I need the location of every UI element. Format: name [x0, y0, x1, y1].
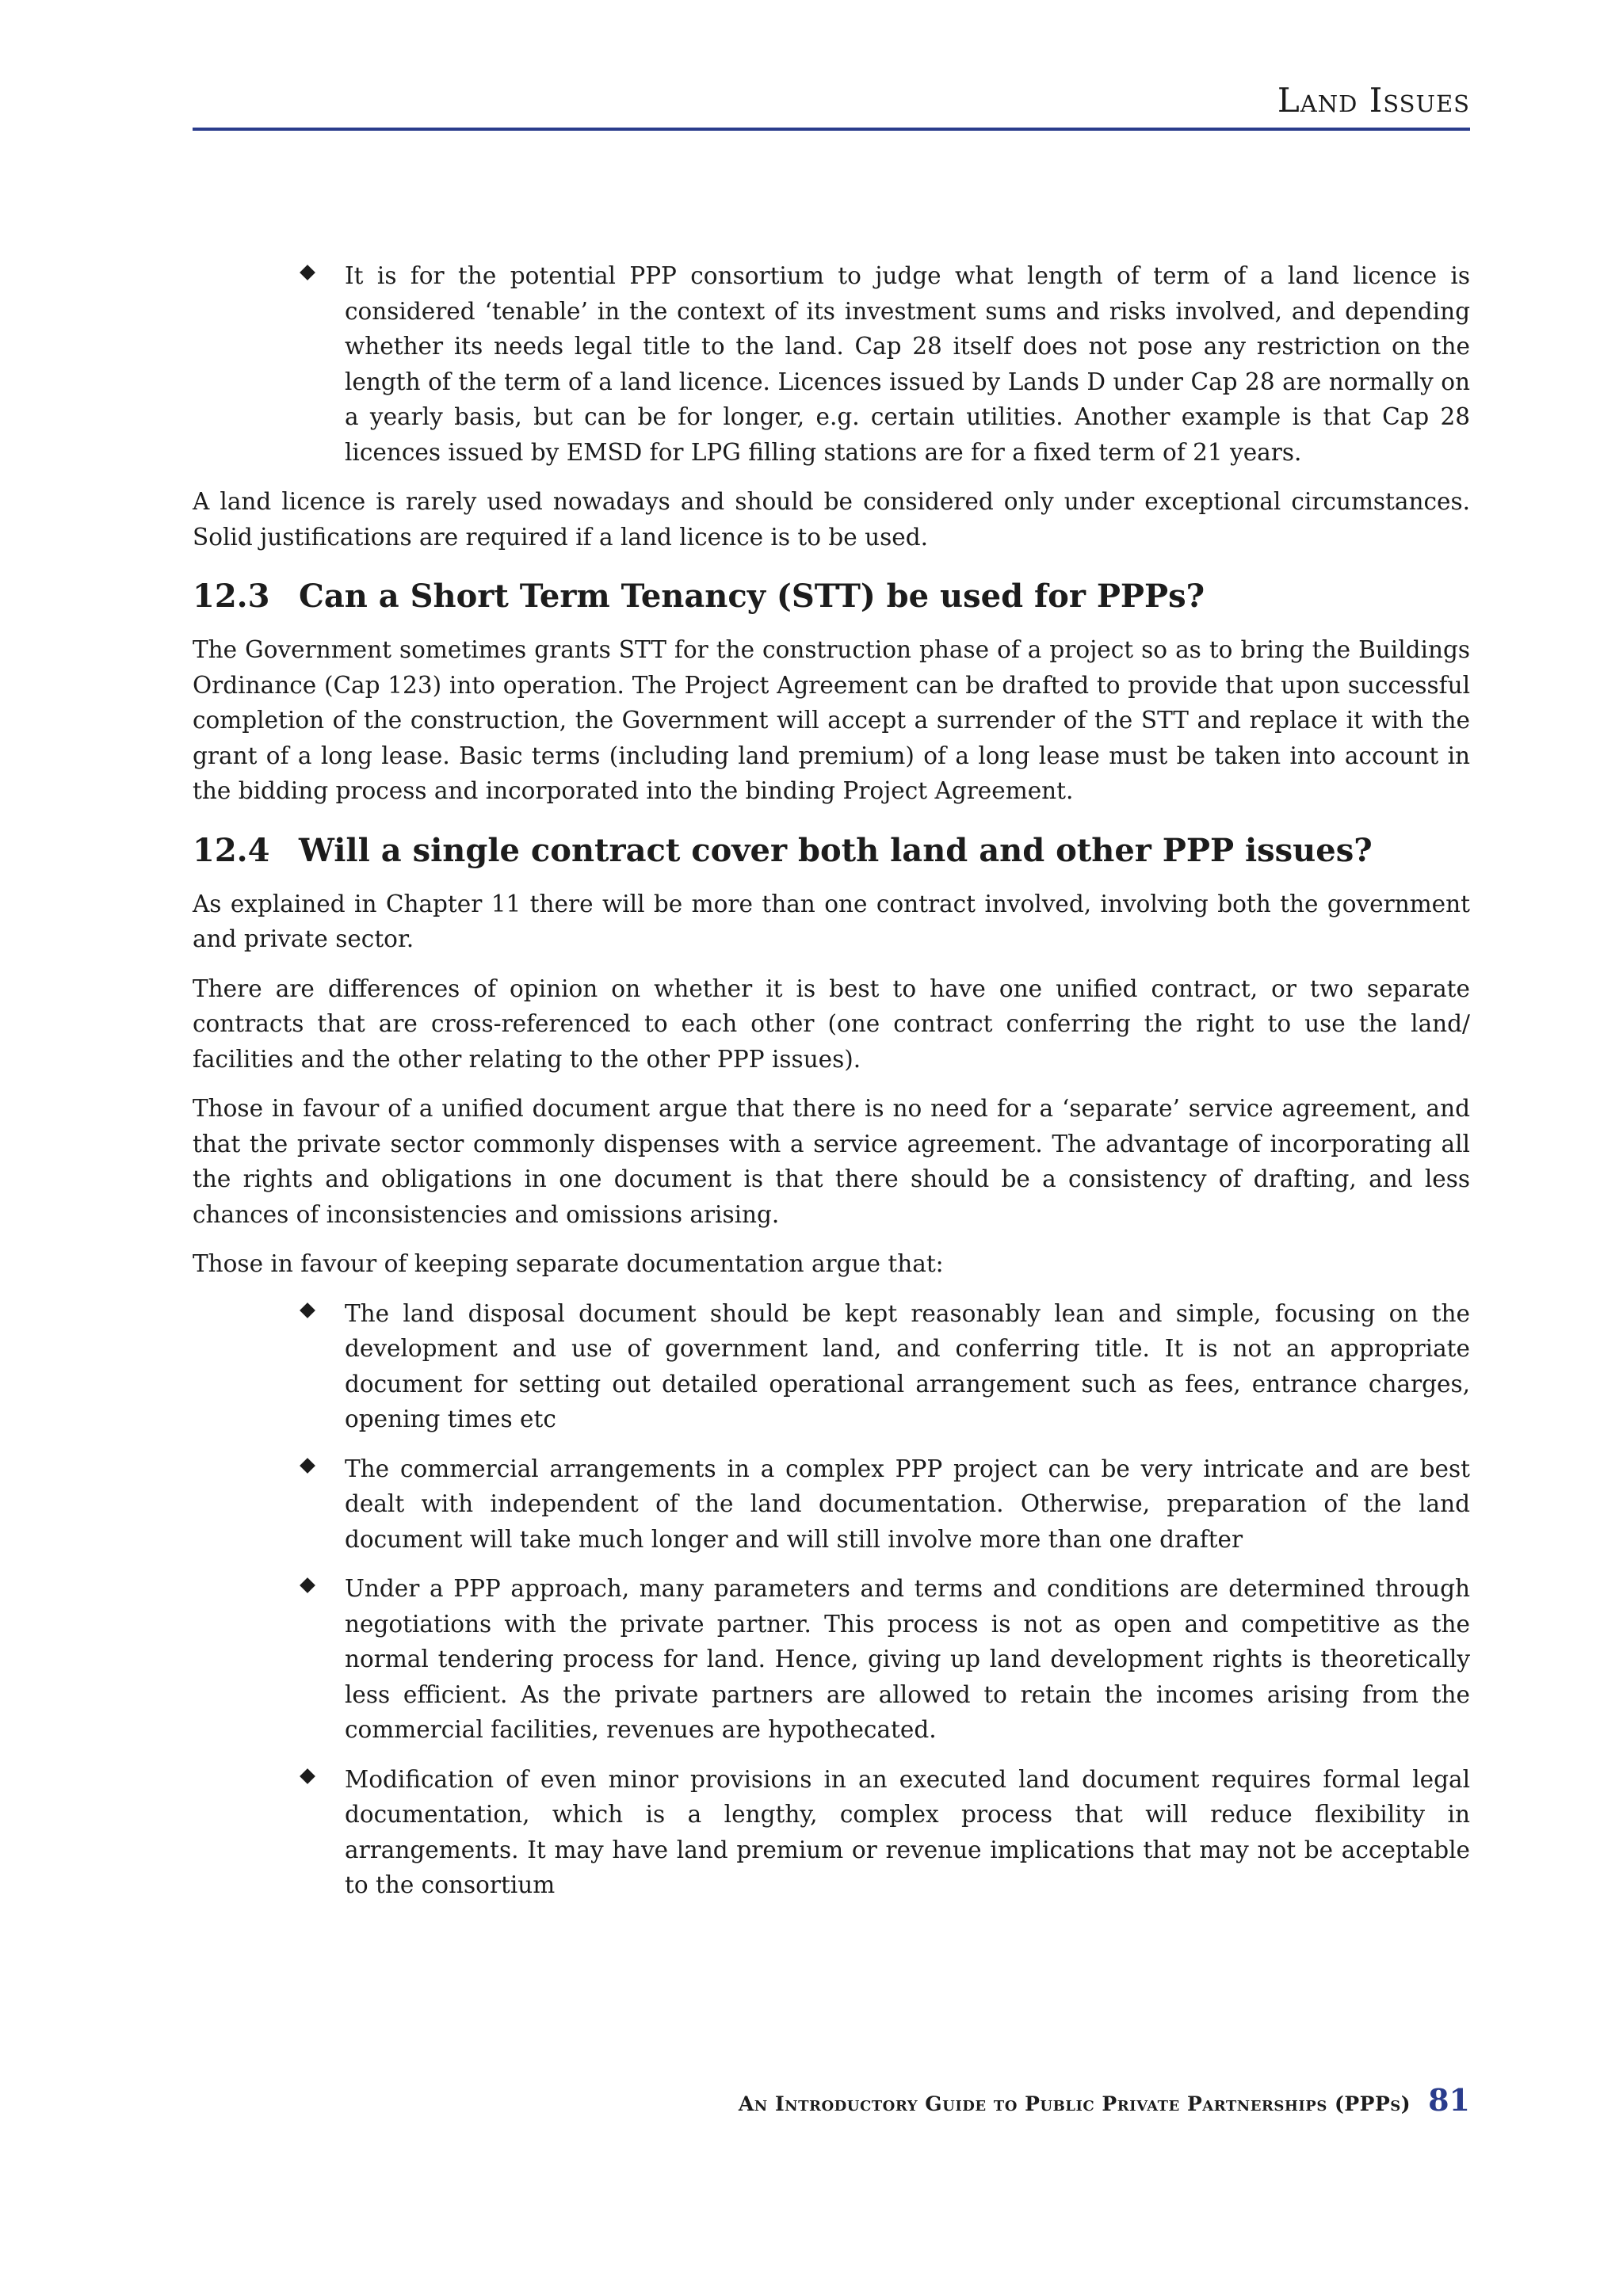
separate-documentation-bullet-list	[193, 1296, 1470, 1903]
bullet-text: The land disposal document should be kept reasonably lean and simple, focusing on the development and use of government land, and conferring title. It is not an appropriate document for setting out detailed operational arrangement such as fees, entrance charges, opening times etc	[345, 1299, 1470, 1432]
footer-guide-title: An Introductory Guide to Public Private Partnerships (PPPs)	[738, 2092, 1411, 2115]
section-number: 12.3	[193, 578, 270, 615]
chapter-11-paragraph: As explained in Chapter 11 there will be more than one contract involved, involving both the government and private sector.	[193, 890, 1470, 952]
diamond-bullet-icon	[300, 265, 315, 280]
unified-document-paragraph: Those in favour of a unified document argue that there is no need for a ‘separate’ service agreement, and that the private sector commonly dispenses with a service agreement. The advantage of incorporating all the rights and obligations in one document is that there should be a consistency of drafting, and less chances of inconsistencies and omissions arising.	[193, 1095, 1470, 1228]
separate-documentation-paragraph: Those in favour of keeping separate documentation argue that:	[193, 1250, 944, 1277]
section-number: 12.4	[193, 831, 270, 869]
section-title: Will a single contract cover both land and other PPP issues?	[299, 831, 1373, 869]
header-rule	[193, 128, 1470, 131]
stt-paragraph: The Government sometimes grants STT for the construction phase of a project so as to bring the Buildings Ordinance (Cap 123) into operation. The Project Agreement can be drafted to provide that upon successful completion of the construction, the Government will accept a surrender of the STT and replace it with the grant of a long lease. Basic terms (including land premium) of a long lease must be taken into account in the bidding process and incorporated into the binding Project Agreement.	[193, 636, 1470, 804]
bullet-text: It is for the potential PPP consortium to judge what length of term of a land licence is considered ‘tenable’ in the context of its investment sums and risks involved, and depending whether its needs legal title to the land. Cap 28 itself does not pose any restriction on the length of the term of a land licence. Licences issued by Lands D under Cap 28 are normally on a yearly basis, but can be for longer, e.g. certain utilities. Another example is that Cap 28 licences issued by EMSD for LPG filling stations are for a fixed term of 21 years.	[345, 262, 1470, 466]
section-12-4-heading	[193, 830, 1470, 872]
diamond-bullet-icon	[300, 1302, 315, 1318]
intro-bullet-list	[193, 258, 1470, 470]
diamond-bullet-icon	[300, 1458, 315, 1474]
list-item	[345, 1571, 1470, 1748]
page-footer	[193, 2082, 1470, 2118]
list-item	[345, 1451, 1470, 1558]
diamond-bullet-icon	[300, 1768, 315, 1784]
list-item	[345, 258, 1470, 470]
page-content	[193, 258, 1470, 1917]
diamond-bullet-icon	[300, 1577, 315, 1593]
section-title: Can a Short Term Tenancy (STT) be used for PPPs?	[299, 578, 1205, 615]
section-12-3-heading	[193, 575, 1470, 618]
bullet-text: Under a PPP approach, many parameters and terms and conditions are determined through negotiations with the private partner. This process is not as open and competitive as the normal tendering process for land. Hence, giving up land development rights is theoretically less efficient. As the private partners are allowed to retain the incomes arising from the commercial facilities, revenues are hypothecated.	[345, 1575, 1470, 1743]
differences-paragraph: There are differences of opinion on whether it is best to have one unified contract, or two separate contracts that are cross-referenced to each other (one contract conferring the right to use the land/ facilities and the other relating to the other PPP issues).	[193, 974, 1470, 1073]
list-item	[345, 1296, 1470, 1437]
page-number: 81	[1428, 2082, 1470, 2118]
land-licence-paragraph: A land licence is rarely used nowadays and should be considered only under exceptional circumstances. Solid justifications are required if a land licence is to be used.	[193, 488, 1470, 551]
bullet-text: Modification of even minor provisions in an executed land document requires formal legal documentation, which is a lengthy, complex process that will reduce flexibility in arrangements. It may have land premium or revenue implications that may not be acceptable to the consortium	[345, 1765, 1470, 1898]
running-head-title: Land Issues	[1277, 81, 1470, 120]
bullet-text: The commercial arrangements in a complex PPP project can be very intricate and are best dealt with independent of the land documentation. Otherwise, preparation of the land document will take much longer and will still involve more than one drafter	[345, 1455, 1470, 1553]
list-item	[345, 1762, 1470, 1903]
